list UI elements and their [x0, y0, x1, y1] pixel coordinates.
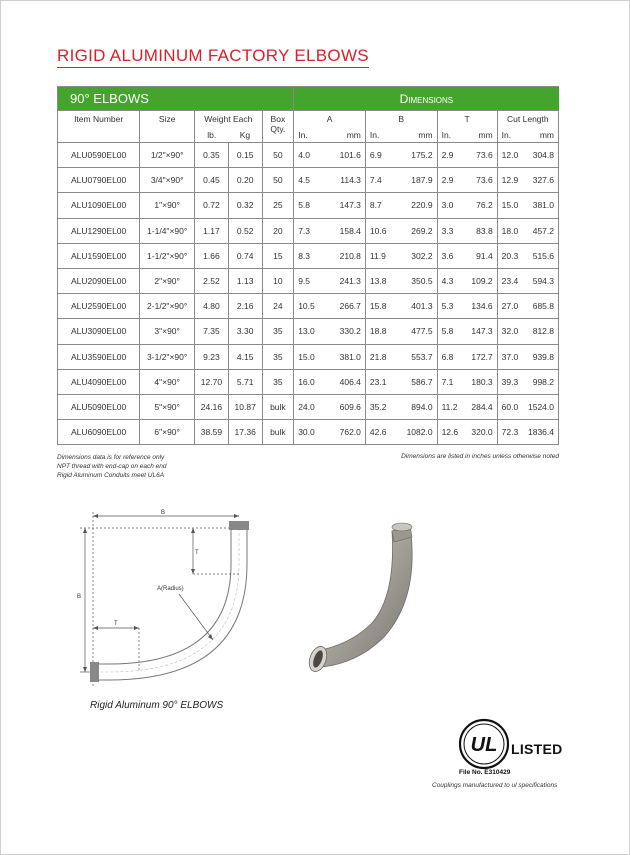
- item-number-cell: ALU1090EL00: [58, 193, 140, 218]
- header-a-mm: mm: [330, 128, 366, 143]
- diagram-label-radius: A(Radius): [157, 586, 184, 592]
- cut-in-cell: 32.0: [497, 319, 523, 344]
- table-row: [58, 294, 559, 319]
- ul-coupling-note: Couplings manufactured to ul specifications: [432, 782, 558, 789]
- a-mm-cell: 406.4: [330, 369, 366, 394]
- item-number-cell: ALU5090EL00: [58, 394, 140, 419]
- note-line: Dimensions data is for reference only: [57, 454, 165, 461]
- header-b-mm: mm: [401, 128, 437, 143]
- t-mm-cell: 109.2: [463, 268, 497, 293]
- b-in-cell: 21.8: [365, 344, 401, 369]
- header-cut-in: In.: [497, 128, 523, 143]
- a-in-cell: 15.0: [294, 344, 330, 369]
- weight-lb-cell: 1.17: [195, 218, 229, 243]
- box-qty-cell: 25: [262, 193, 294, 218]
- cut-in-cell: 37.0: [497, 344, 523, 369]
- cut-in-cell: 20.3: [497, 243, 523, 268]
- a-in-cell: 8.3: [294, 243, 330, 268]
- t-in-cell: 2.9: [437, 143, 463, 168]
- a-in-cell: 5.8: [294, 193, 330, 218]
- page-title: RIGID ALUMINUM FACTORY ELBOWS: [57, 46, 369, 68]
- b-in-cell: 42.6: [365, 420, 401, 445]
- box-qty-cell: 10: [262, 268, 294, 293]
- ul-logo: [458, 718, 510, 770]
- t-in-cell: 3.3: [437, 218, 463, 243]
- header-box-qty: Box Qty.: [262, 111, 294, 143]
- item-number-cell: ALU0790EL00: [58, 168, 140, 193]
- t-in-cell: 6.8: [437, 344, 463, 369]
- t-in-cell: 4.3: [437, 268, 463, 293]
- table-row: [58, 193, 559, 218]
- b-mm-cell: 586.7: [401, 369, 437, 394]
- weight-lb-cell: 2.52: [195, 268, 229, 293]
- ul-listed-label: LISTED: [511, 741, 563, 757]
- header-a-in: In.: [294, 128, 330, 143]
- note-line: NPT thread with end-cap on each end: [57, 463, 167, 470]
- elbows-band-label: 90° ELBOWS: [58, 87, 294, 111]
- b-in-cell: 6.9: [365, 143, 401, 168]
- b-in-cell: 15.8: [365, 294, 401, 319]
- cut-mm-cell: 304.8: [524, 143, 559, 168]
- elbow-end-cap-top: [229, 521, 249, 530]
- b-mm-cell: 1082.0: [401, 420, 437, 445]
- a-mm-cell: 330.2: [330, 319, 366, 344]
- box-qty-cell: 50: [262, 143, 294, 168]
- t-mm-cell: 83.8: [463, 218, 497, 243]
- b-mm-cell: 302.2: [401, 243, 437, 268]
- table-row: [58, 394, 559, 419]
- header-weight-lb: lb.: [195, 128, 229, 143]
- weight-kg-cell: 4.15: [228, 344, 262, 369]
- box-qty-cell: 24: [262, 294, 294, 319]
- elbow-end-cap-left: [90, 662, 99, 682]
- a-in-cell: 7.3: [294, 218, 330, 243]
- a-in-cell: 4.5: [294, 168, 330, 193]
- size-cell: 1/2"×90°: [140, 143, 195, 168]
- item-number-cell: ALU3090EL00: [58, 319, 140, 344]
- t-mm-cell: 147.3: [463, 319, 497, 344]
- dimensions-band-label: Dimensions: [294, 87, 559, 111]
- weight-kg-cell: 0.74: [228, 243, 262, 268]
- cut-mm-cell: 1524.0: [524, 394, 559, 419]
- t-in-cell: 3.6: [437, 243, 463, 268]
- cut-mm-cell: 594.3: [524, 268, 559, 293]
- weight-kg-cell: 17.36: [228, 420, 262, 445]
- cut-in-cell: 12.0: [497, 143, 523, 168]
- weight-lb-cell: 0.35: [195, 143, 229, 168]
- diagram-label-t-vertical: T: [195, 550, 199, 556]
- header-cut-length: Cut Length: [497, 111, 558, 128]
- table-row: [58, 268, 559, 293]
- weight-kg-cell: 2.16: [228, 294, 262, 319]
- cut-mm-cell: 327.6: [524, 168, 559, 193]
- cut-in-cell: 60.0: [497, 394, 523, 419]
- header-t: T: [437, 111, 497, 128]
- cut-in-cell: 15.0: [497, 193, 523, 218]
- a-in-cell: 16.0: [294, 369, 330, 394]
- cut-mm-cell: 998.2: [524, 369, 559, 394]
- weight-lb-cell: 4.80: [195, 294, 229, 319]
- reference-notes: [57, 453, 166, 480]
- table-row: [58, 319, 559, 344]
- cut-mm-cell: 515.6: [524, 243, 559, 268]
- cut-in-cell: 27.0: [497, 294, 523, 319]
- diagram-caption: Rigid Aluminum 90° ELBOWS: [90, 700, 224, 711]
- elbow-spec-table: [57, 86, 559, 445]
- a-mm-cell: 114.3: [330, 168, 366, 193]
- a-in-cell: 24.0: [294, 394, 330, 419]
- a-mm-cell: 158.4: [330, 218, 366, 243]
- t-mm-cell: 91.4: [463, 243, 497, 268]
- header-t-mm: mm: [463, 128, 497, 143]
- b-in-cell: 11.9: [365, 243, 401, 268]
- t-in-cell: 12.6: [437, 420, 463, 445]
- note-line: Rigid Aluminum Conduits meet UL6A: [57, 472, 165, 479]
- header-weight-kg: Kg: [228, 128, 262, 143]
- cut-in-cell: 72.3: [497, 420, 523, 445]
- t-in-cell: 5.8: [437, 319, 463, 344]
- weight-lb-cell: 0.45: [195, 168, 229, 193]
- a-mm-cell: 381.0: [330, 344, 366, 369]
- b-mm-cell: 175.2: [401, 143, 437, 168]
- table-row: [58, 420, 559, 445]
- b-in-cell: 35.2: [365, 394, 401, 419]
- item-number-cell: ALU2590EL00: [58, 294, 140, 319]
- t-in-cell: 3.0: [437, 193, 463, 218]
- header-t-in: In.: [437, 128, 463, 143]
- elbow-product-photo: [292, 517, 422, 682]
- size-cell: 2"×90°: [140, 268, 195, 293]
- b-in-cell: 18.8: [365, 319, 401, 344]
- size-cell: 3-1/2"×90°: [140, 344, 195, 369]
- weight-kg-cell: 0.52: [228, 218, 262, 243]
- weight-kg-cell: 0.15: [228, 143, 262, 168]
- cut-in-cell: 18.0: [497, 218, 523, 243]
- table-row: [58, 344, 559, 369]
- b-mm-cell: 894.0: [401, 394, 437, 419]
- cut-in-cell: 39.3: [497, 369, 523, 394]
- header-size: Size: [140, 111, 195, 143]
- header-row-1: [58, 111, 559, 128]
- header-weight-each: Weight Each: [195, 111, 262, 128]
- t-mm-cell: 73.6: [463, 168, 497, 193]
- b-in-cell: 23.1: [365, 369, 401, 394]
- header-b: B: [365, 111, 437, 128]
- weight-kg-cell: 10.87: [228, 394, 262, 419]
- table-row: [58, 243, 559, 268]
- table-row: [58, 218, 559, 243]
- size-cell: 3/4"×90°: [140, 168, 195, 193]
- size-cell: 1"×90°: [140, 193, 195, 218]
- item-number-cell: ALU1590EL00: [58, 243, 140, 268]
- box-qty-cell: bulk: [262, 394, 294, 419]
- diagram-label-b-side: B: [77, 594, 82, 600]
- item-number-cell: ALU6090EL00: [58, 420, 140, 445]
- weight-lb-cell: 38.59: [195, 420, 229, 445]
- a-mm-cell: 101.6: [330, 143, 366, 168]
- t-mm-cell: 172.7: [463, 344, 497, 369]
- t-in-cell: 2.9: [437, 168, 463, 193]
- cut-in-cell: 23.4: [497, 268, 523, 293]
- weight-kg-cell: 0.20: [228, 168, 262, 193]
- box-qty-cell: bulk: [262, 420, 294, 445]
- box-qty-cell: 35: [262, 344, 294, 369]
- a-mm-cell: 609.6: [330, 394, 366, 419]
- weight-lb-cell: 12.70: [195, 369, 229, 394]
- size-cell: 6"×90°: [140, 420, 195, 445]
- cut-mm-cell: 812.8: [524, 319, 559, 344]
- a-mm-cell: 147.3: [330, 193, 366, 218]
- a-in-cell: 30.0: [294, 420, 330, 445]
- box-qty-cell: 20: [262, 218, 294, 243]
- units-note: Dimensions are listed in inches unless otherwise noted: [401, 453, 559, 460]
- weight-kg-cell: 5.71: [228, 369, 262, 394]
- box-qty-cell: 35: [262, 369, 294, 394]
- t-mm-cell: 134.6: [463, 294, 497, 319]
- weight-lb-cell: 0.72: [195, 193, 229, 218]
- table-row: [58, 143, 559, 168]
- header-cut-mm: mm: [524, 128, 559, 143]
- b-mm-cell: 553.7: [401, 344, 437, 369]
- size-cell: 4"×90°: [140, 369, 195, 394]
- size-cell: 1-1/4"×90°: [140, 218, 195, 243]
- a-mm-cell: 210.8: [330, 243, 366, 268]
- weight-lb-cell: 7.35: [195, 319, 229, 344]
- b-mm-cell: 269.2: [401, 218, 437, 243]
- ul-mark: UL: [470, 734, 498, 756]
- a-mm-cell: 266.7: [330, 294, 366, 319]
- weight-kg-cell: 0.32: [228, 193, 262, 218]
- table-row: [58, 369, 559, 394]
- box-qty-cell: 15: [262, 243, 294, 268]
- cut-mm-cell: 939.8: [524, 344, 559, 369]
- a-in-cell: 9.5: [294, 268, 330, 293]
- cut-in-cell: 12.9: [497, 168, 523, 193]
- header-a: A: [294, 111, 366, 128]
- t-in-cell: 7.1: [437, 369, 463, 394]
- item-number-cell: ALU2090EL00: [58, 268, 140, 293]
- b-mm-cell: 350.5: [401, 268, 437, 293]
- t-mm-cell: 76.2: [463, 193, 497, 218]
- b-mm-cell: 187.9: [401, 168, 437, 193]
- weight-kg-cell: 1.13: [228, 268, 262, 293]
- item-number-cell: ALU1290EL00: [58, 218, 140, 243]
- weight-lb-cell: 9.23: [195, 344, 229, 369]
- cut-mm-cell: 685.8: [524, 294, 559, 319]
- a-in-cell: 13.0: [294, 319, 330, 344]
- b-mm-cell: 220.9: [401, 193, 437, 218]
- cut-mm-cell: 381.0: [524, 193, 559, 218]
- a-mm-cell: 241.3: [330, 268, 366, 293]
- size-cell: 3"×90°: [140, 319, 195, 344]
- box-qty-cell: 35: [262, 319, 294, 344]
- t-mm-cell: 284.4: [463, 394, 497, 419]
- b-in-cell: 8.7: [365, 193, 401, 218]
- ul-file-number: File No. E310429: [459, 769, 511, 776]
- diagram-label-t-horizontal: T: [114, 621, 118, 627]
- diagram-label-b-top: B: [161, 510, 166, 516]
- a-in-cell: 4.0: [294, 143, 330, 168]
- item-number-cell: ALU4090EL00: [58, 369, 140, 394]
- size-cell: 1-1/2"×90°: [140, 243, 195, 268]
- table-row: [58, 168, 559, 193]
- t-mm-cell: 320.0: [463, 420, 497, 445]
- weight-lb-cell: 1.66: [195, 243, 229, 268]
- green-header-band: [58, 87, 559, 111]
- t-in-cell: 5.3: [437, 294, 463, 319]
- a-in-cell: 10.5: [294, 294, 330, 319]
- box-qty-cell: 50: [262, 168, 294, 193]
- elbow-dimension-diagram: [75, 506, 275, 696]
- weight-lb-cell: 24.16: [195, 394, 229, 419]
- item-number-cell: ALU3590EL00: [58, 344, 140, 369]
- t-mm-cell: 73.6: [463, 143, 497, 168]
- b-in-cell: 13.8: [365, 268, 401, 293]
- cut-mm-cell: 457.2: [524, 218, 559, 243]
- b-mm-cell: 477.5: [401, 319, 437, 344]
- item-number-cell: ALU0590EL00: [58, 143, 140, 168]
- size-cell: 2-1/2"×90°: [140, 294, 195, 319]
- a-mm-cell: 762.0: [330, 420, 366, 445]
- cut-mm-cell: 1836.4: [524, 420, 559, 445]
- b-mm-cell: 401.3: [401, 294, 437, 319]
- t-mm-cell: 180.3: [463, 369, 497, 394]
- size-cell: 5"×90°: [140, 394, 195, 419]
- b-in-cell: 7.4: [365, 168, 401, 193]
- header-b-in: In.: [365, 128, 401, 143]
- header-item-number: Item Number: [58, 111, 140, 143]
- weight-kg-cell: 3.30: [228, 319, 262, 344]
- t-in-cell: 11.2: [437, 394, 463, 419]
- b-in-cell: 10.6: [365, 218, 401, 243]
